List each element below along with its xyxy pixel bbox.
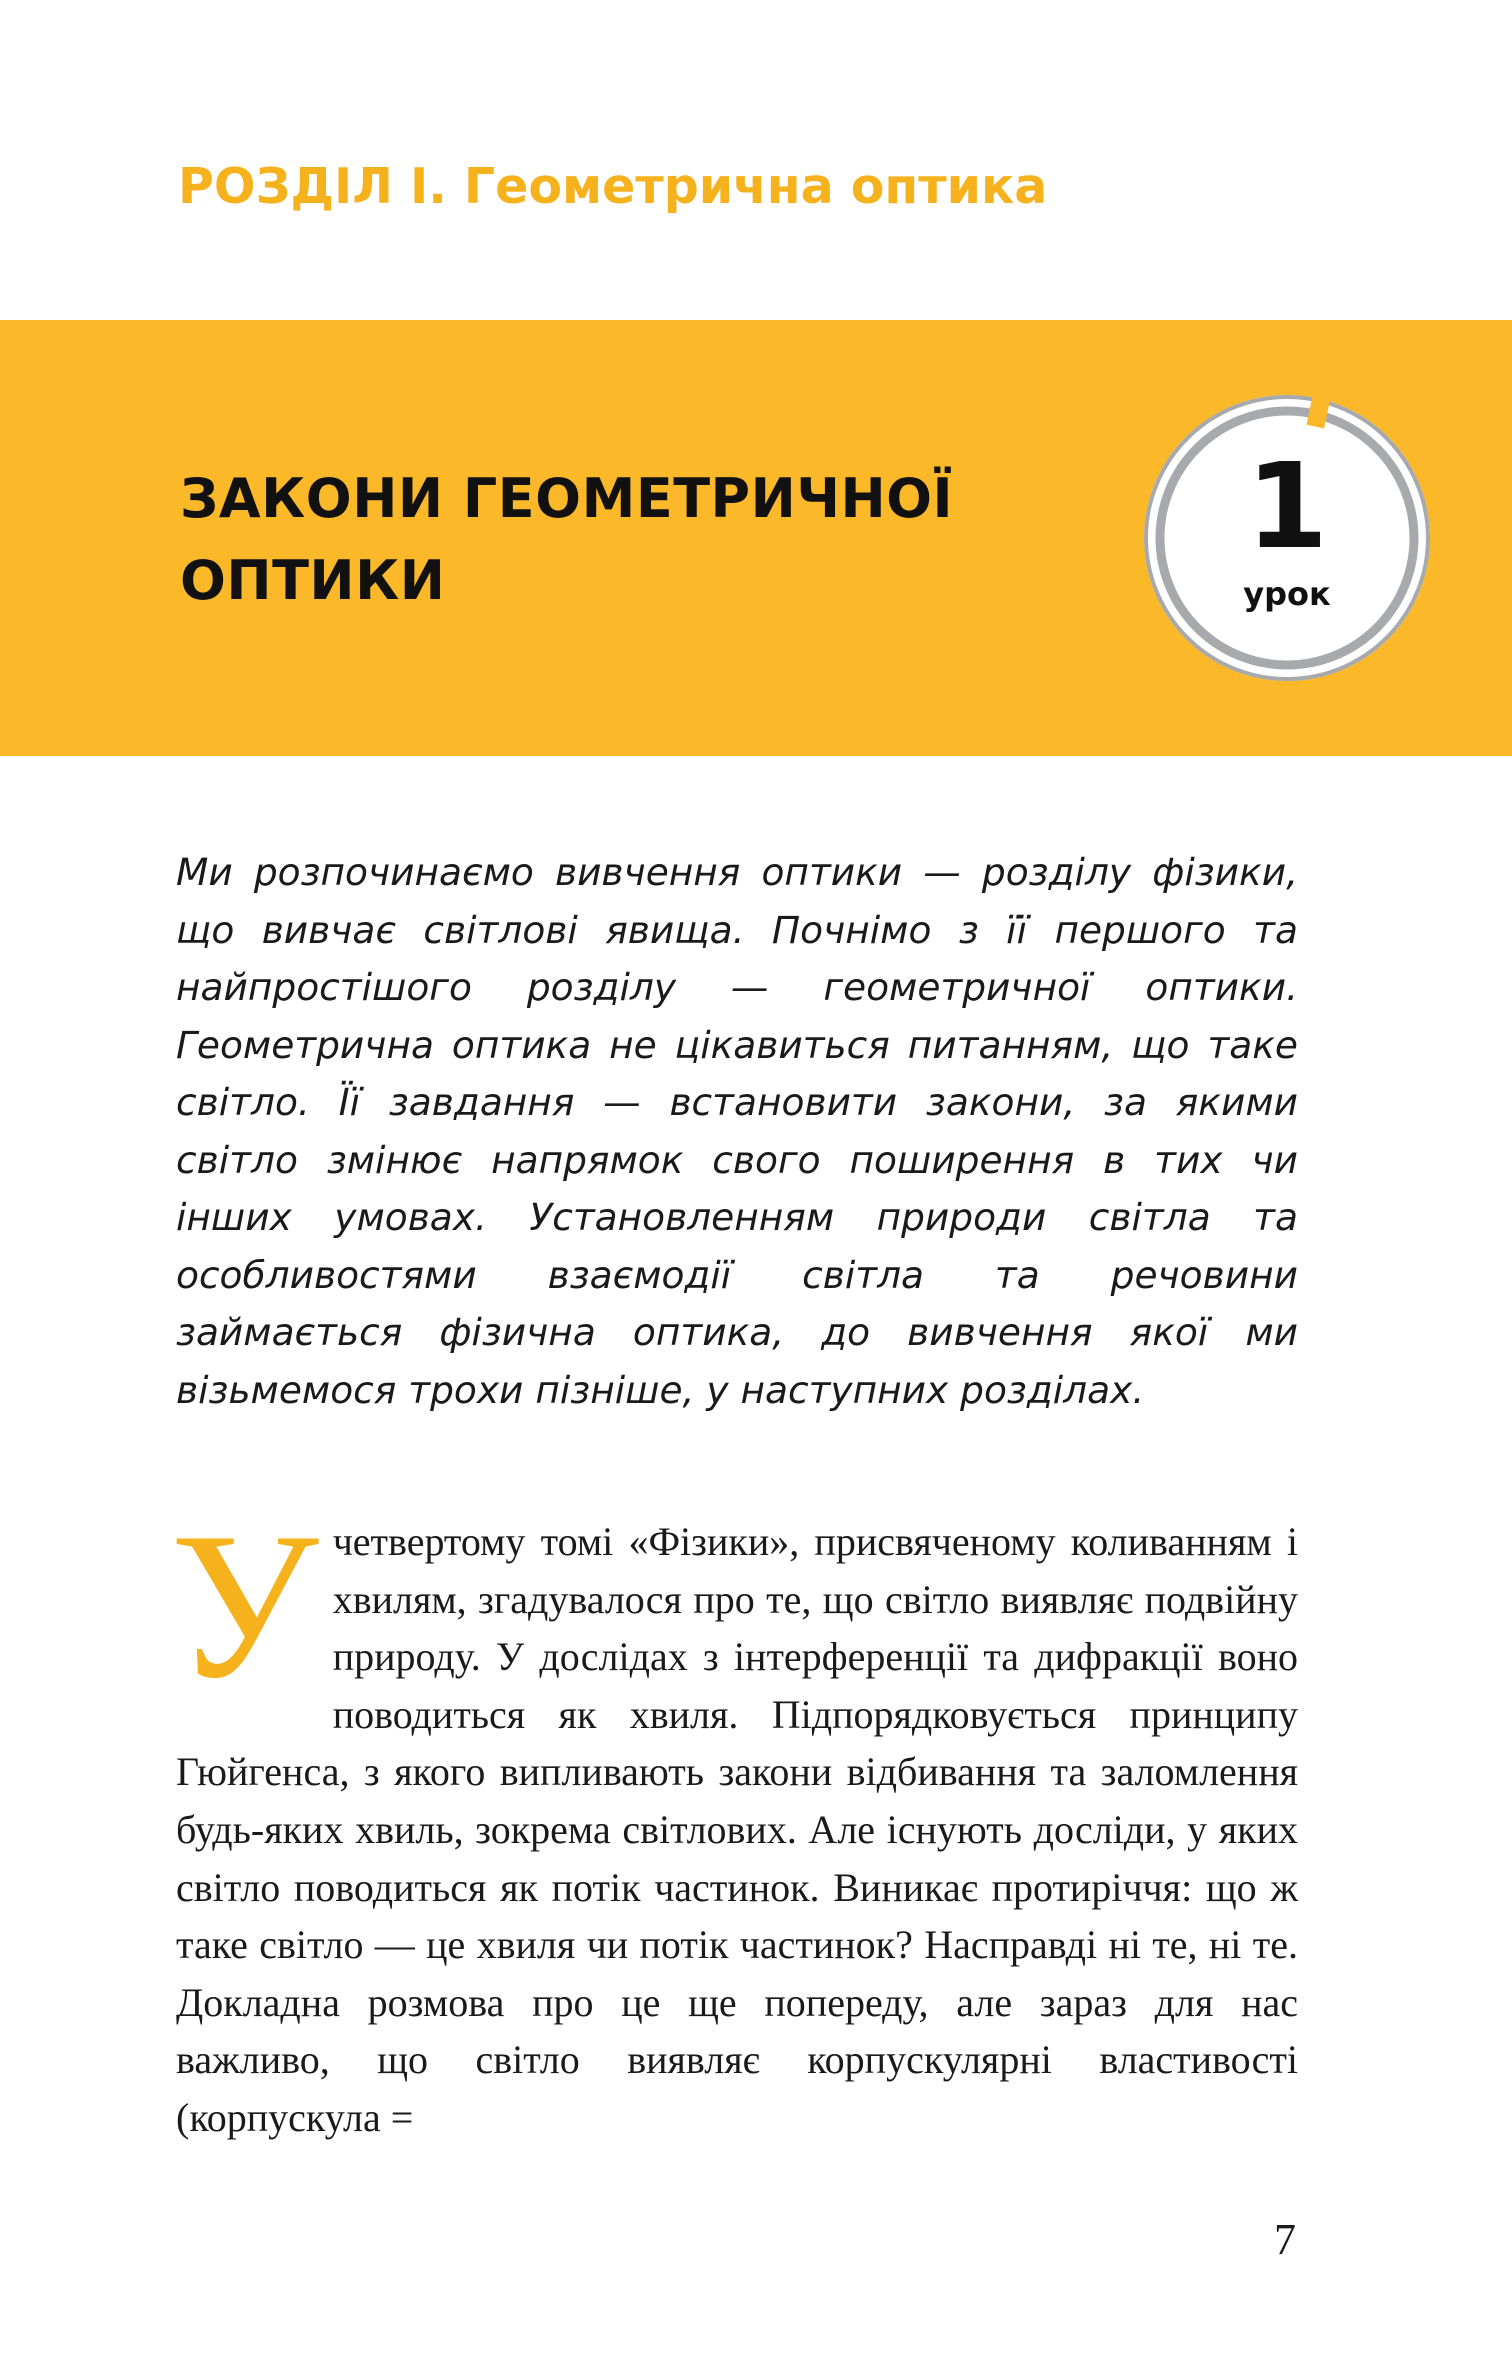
lesson-title-line2: ОПТИКИ [180,549,446,612]
lesson-title-line1: ЗАКОНИ ГЕОМЕТРИЧНОЇ [180,467,954,530]
lesson-number: 1 [1245,437,1329,575]
section-heading: РОЗДІЛ І. Геометрична оптика [178,158,1048,215]
drop-cap: У [170,1490,319,1722]
body-paragraph [170,1490,1298,2147]
intro-paragraph: Ми розпочинаємо вивчення оптики — розділу фізики, що вивчає світлові явища. Почнімо з її першого та найпростішого розділу — геометричної оптики. Геометрична оптика не цікавиться питанням, що таке світло. Її завдання — встановити закони, за якими світло змінює напрямок свого поширення в тих чи інших умовах. Установленням природи світла та особливостями взаємодії світла та речовини займається фізична оптика, до вивчення якої ми візьмемося трохи пізніше, у наступних розділах. [176,850,1298,1412]
page-number: 7 [1274,2215,1296,2264]
lesson-label: урок [1243,575,1331,613]
lesson-badge [1142,393,1432,683]
body-text: четвертому томі «Фізики», присвяченому коливанням і хвилям, згадувалося про те, що світло виявляє подвійну природу. У дослідах з інтерференції та дифракції воно поводиться як хвиля. Підпорядковується принципу Гюйгенса, з якого випливають закони відбивання та заломлення будь-яких хвиль, зокрема світлових. Але існують досліди, у яких світло поводиться як потік частинок. Виникає протиріччя: що ж таке світло — це хвиля чи потік частинок? Насправді ні те, ні те. Докладна розмова про це ще попереду, але зараз для нас важливо, що світло виявляє корпускулярні властивості (корпускула = [176,1519,1298,2140]
lesson-title [180,458,953,622]
